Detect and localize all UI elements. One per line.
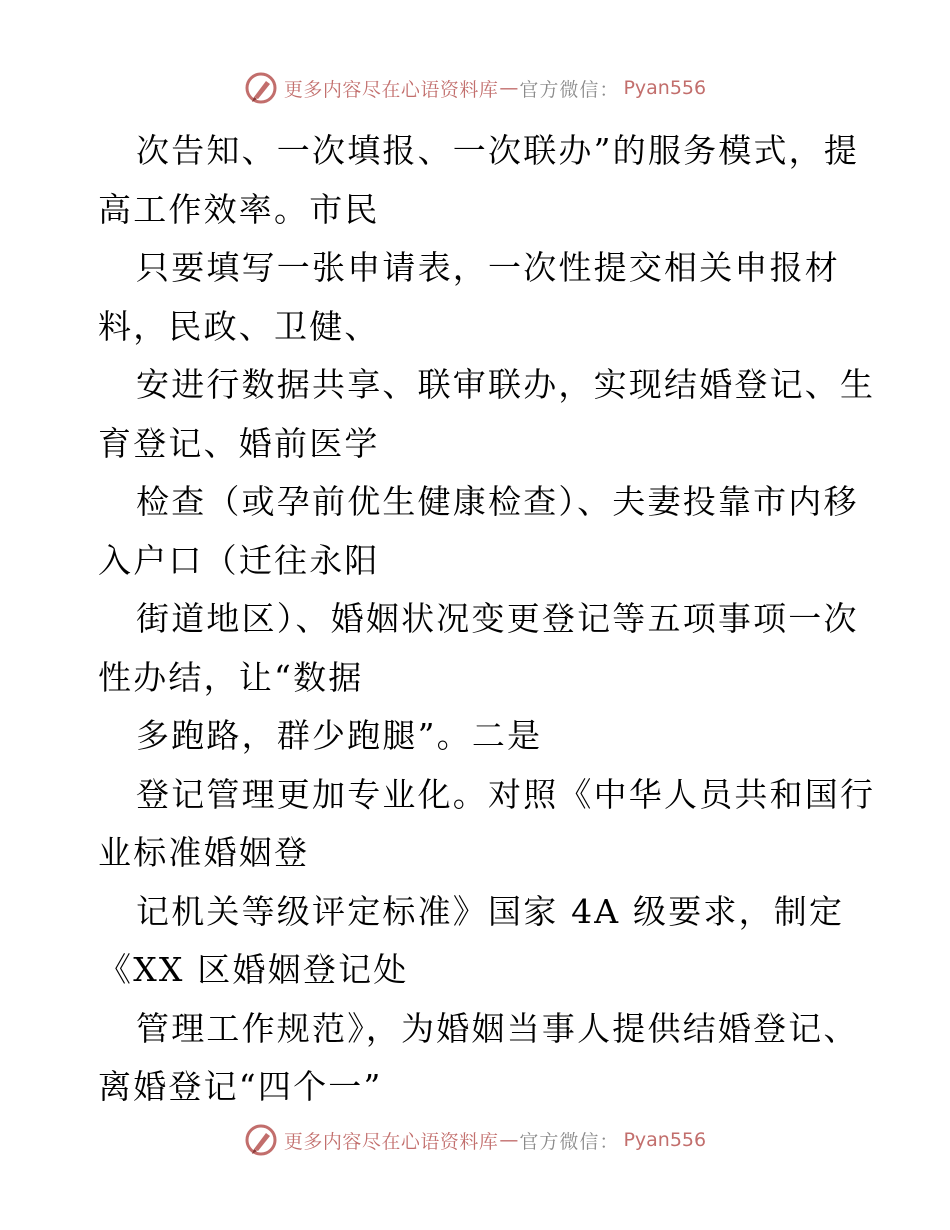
watermark-sub-text: 官方微信： [519,78,620,101]
document-body [98,122,876,1117]
text-line: 高工作效率。市民 [98,189,380,229]
watermark-id-text: Pyan556 [623,1129,707,1151]
text-line: 料，民政、卫健、 [98,306,380,346]
text-line: 离婚登记“四个一” [98,1067,383,1106]
footer-watermark [0,1120,950,1160]
text-line: 只要填写一张申请表，一次性提交相关申报材 [136,248,840,287]
text-line: 《XX 区婚姻登记处 [98,950,409,989]
watermark-main-text: 更多内容尽在心语资料库 [283,78,499,101]
watermark-main-text: 更多内容尽在心语资料库 [283,1130,499,1153]
text-line: 街道地区）、婚姻状况变更登记等五项事项一次 [136,599,859,638]
text-line: 安进行数据共享、联审联办，实现结婚登记、生 [136,365,876,404]
watermark-separator: — [499,1129,519,1151]
header-watermark [0,68,950,108]
watermark-id-text: Pyan556 [623,77,707,99]
watermark-sub-text: 官方微信： [519,1130,620,1153]
pen-circle-logo-icon [244,71,278,105]
text-line: 业标准婚姻登 [98,833,310,872]
text-line: 管理工作规范》，为婚姻当事人提供结婚登记、 [136,1008,859,1048]
text-line: 登记管理更加专业化。对照《中华人员共和国行 [136,774,876,814]
text-line: 性办结，让“数据 [98,657,364,697]
text-line: 多跑路，群少跑腿”。二是 [136,716,543,755]
text-line: 记机关等级评定标准》国家 4A 级要求，制定 [136,891,845,931]
text-line: 次告知、一次填报、一次联办”的服务模式，提 [136,131,860,170]
text-line: 育登记、婚前医学 [98,423,380,463]
pen-circle-logo-icon [244,1123,278,1157]
watermark-separator: — [499,77,519,99]
text-line: 入户口（迁往永阳 [98,540,380,580]
text-line: 检查（或孕前优生健康检查）、夫妻投靠市内移 [136,482,859,521]
